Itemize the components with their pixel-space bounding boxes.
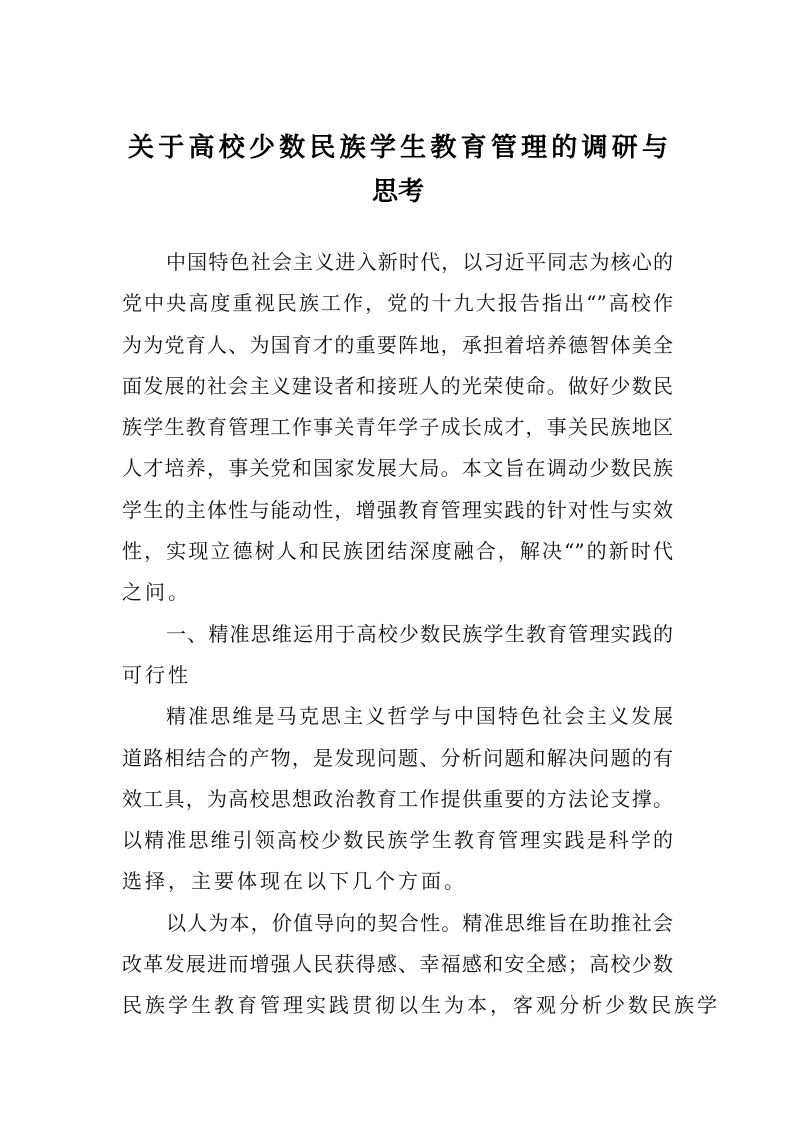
paragraph-line: 党中央高度重视民族工作，党的十九大报告指出“”高校作 [122,291,673,316]
paragraph [122,696,673,902]
document-title [128,126,668,214]
paragraph-line: 学生的主体性与能动性，增强教育管理实践的针对性与实效 [122,497,673,522]
paragraph-line: 为为党育人、为国育才的重要阵地，承担着培养德智体美全 [122,332,673,357]
paragraph [122,903,720,1027]
paragraph-line: 以人为本，价值导向的契合性。精准思维旨在助推社会 [166,910,673,935]
paragraph-line: 中国特色社会主义进入新时代，以习近平同志为核心的 [166,250,673,274]
paragraph [122,614,673,697]
paragraph-line: 道路相结合的产物，是发现问题、分析问题和解决问题的有 [122,745,673,770]
paragraph-line: 一、精准思维运用于高校少数民族学生教育管理实践的 [166,621,673,646]
paragraph-line: 选择，主要体现在以下几个方面。 [122,869,467,894]
paragraph-line: 效工具，为高校思想政治教育工作提供重要的方法论支撑。 [122,786,673,811]
paragraph-line: 精准思维是马克思主义哲学与中国特色社会主义发展 [166,704,673,729]
paragraph-line: 族学生教育管理工作事关青年学子成长成才，事关民族地区 [122,415,673,440]
paragraph-line: 人才培养，事关党和国家发展大局。本文旨在调动少数民族 [122,456,673,481]
paragraph-line: 以精准思维引领高校少数民族学生教育管理实践是科学的 [122,828,673,853]
paragraph [122,242,673,614]
paragraph-line: 改革发展进而增强人民获得感、幸福感和安全感；高校少数 [122,952,673,977]
title-line-1: 关于高校少数民族学生教育管理的调研与 [128,133,668,163]
document-body [122,242,720,1027]
paragraph-line: 民族学生教育管理实践贯彻以生为本，客观分析少数民族学 [122,993,720,1018]
paragraph-line: 之问。 [122,580,191,605]
paragraph-line: 面发展的社会主义建设者和接班人的光荣使命。做好少数民 [122,373,673,398]
paragraph-line: 可行性 [122,662,191,687]
paragraph-line: 性，实现立德树人和民族团结深度融合，解决“”的新时代 [122,539,673,564]
title-line-2: 思考 [371,177,424,207]
